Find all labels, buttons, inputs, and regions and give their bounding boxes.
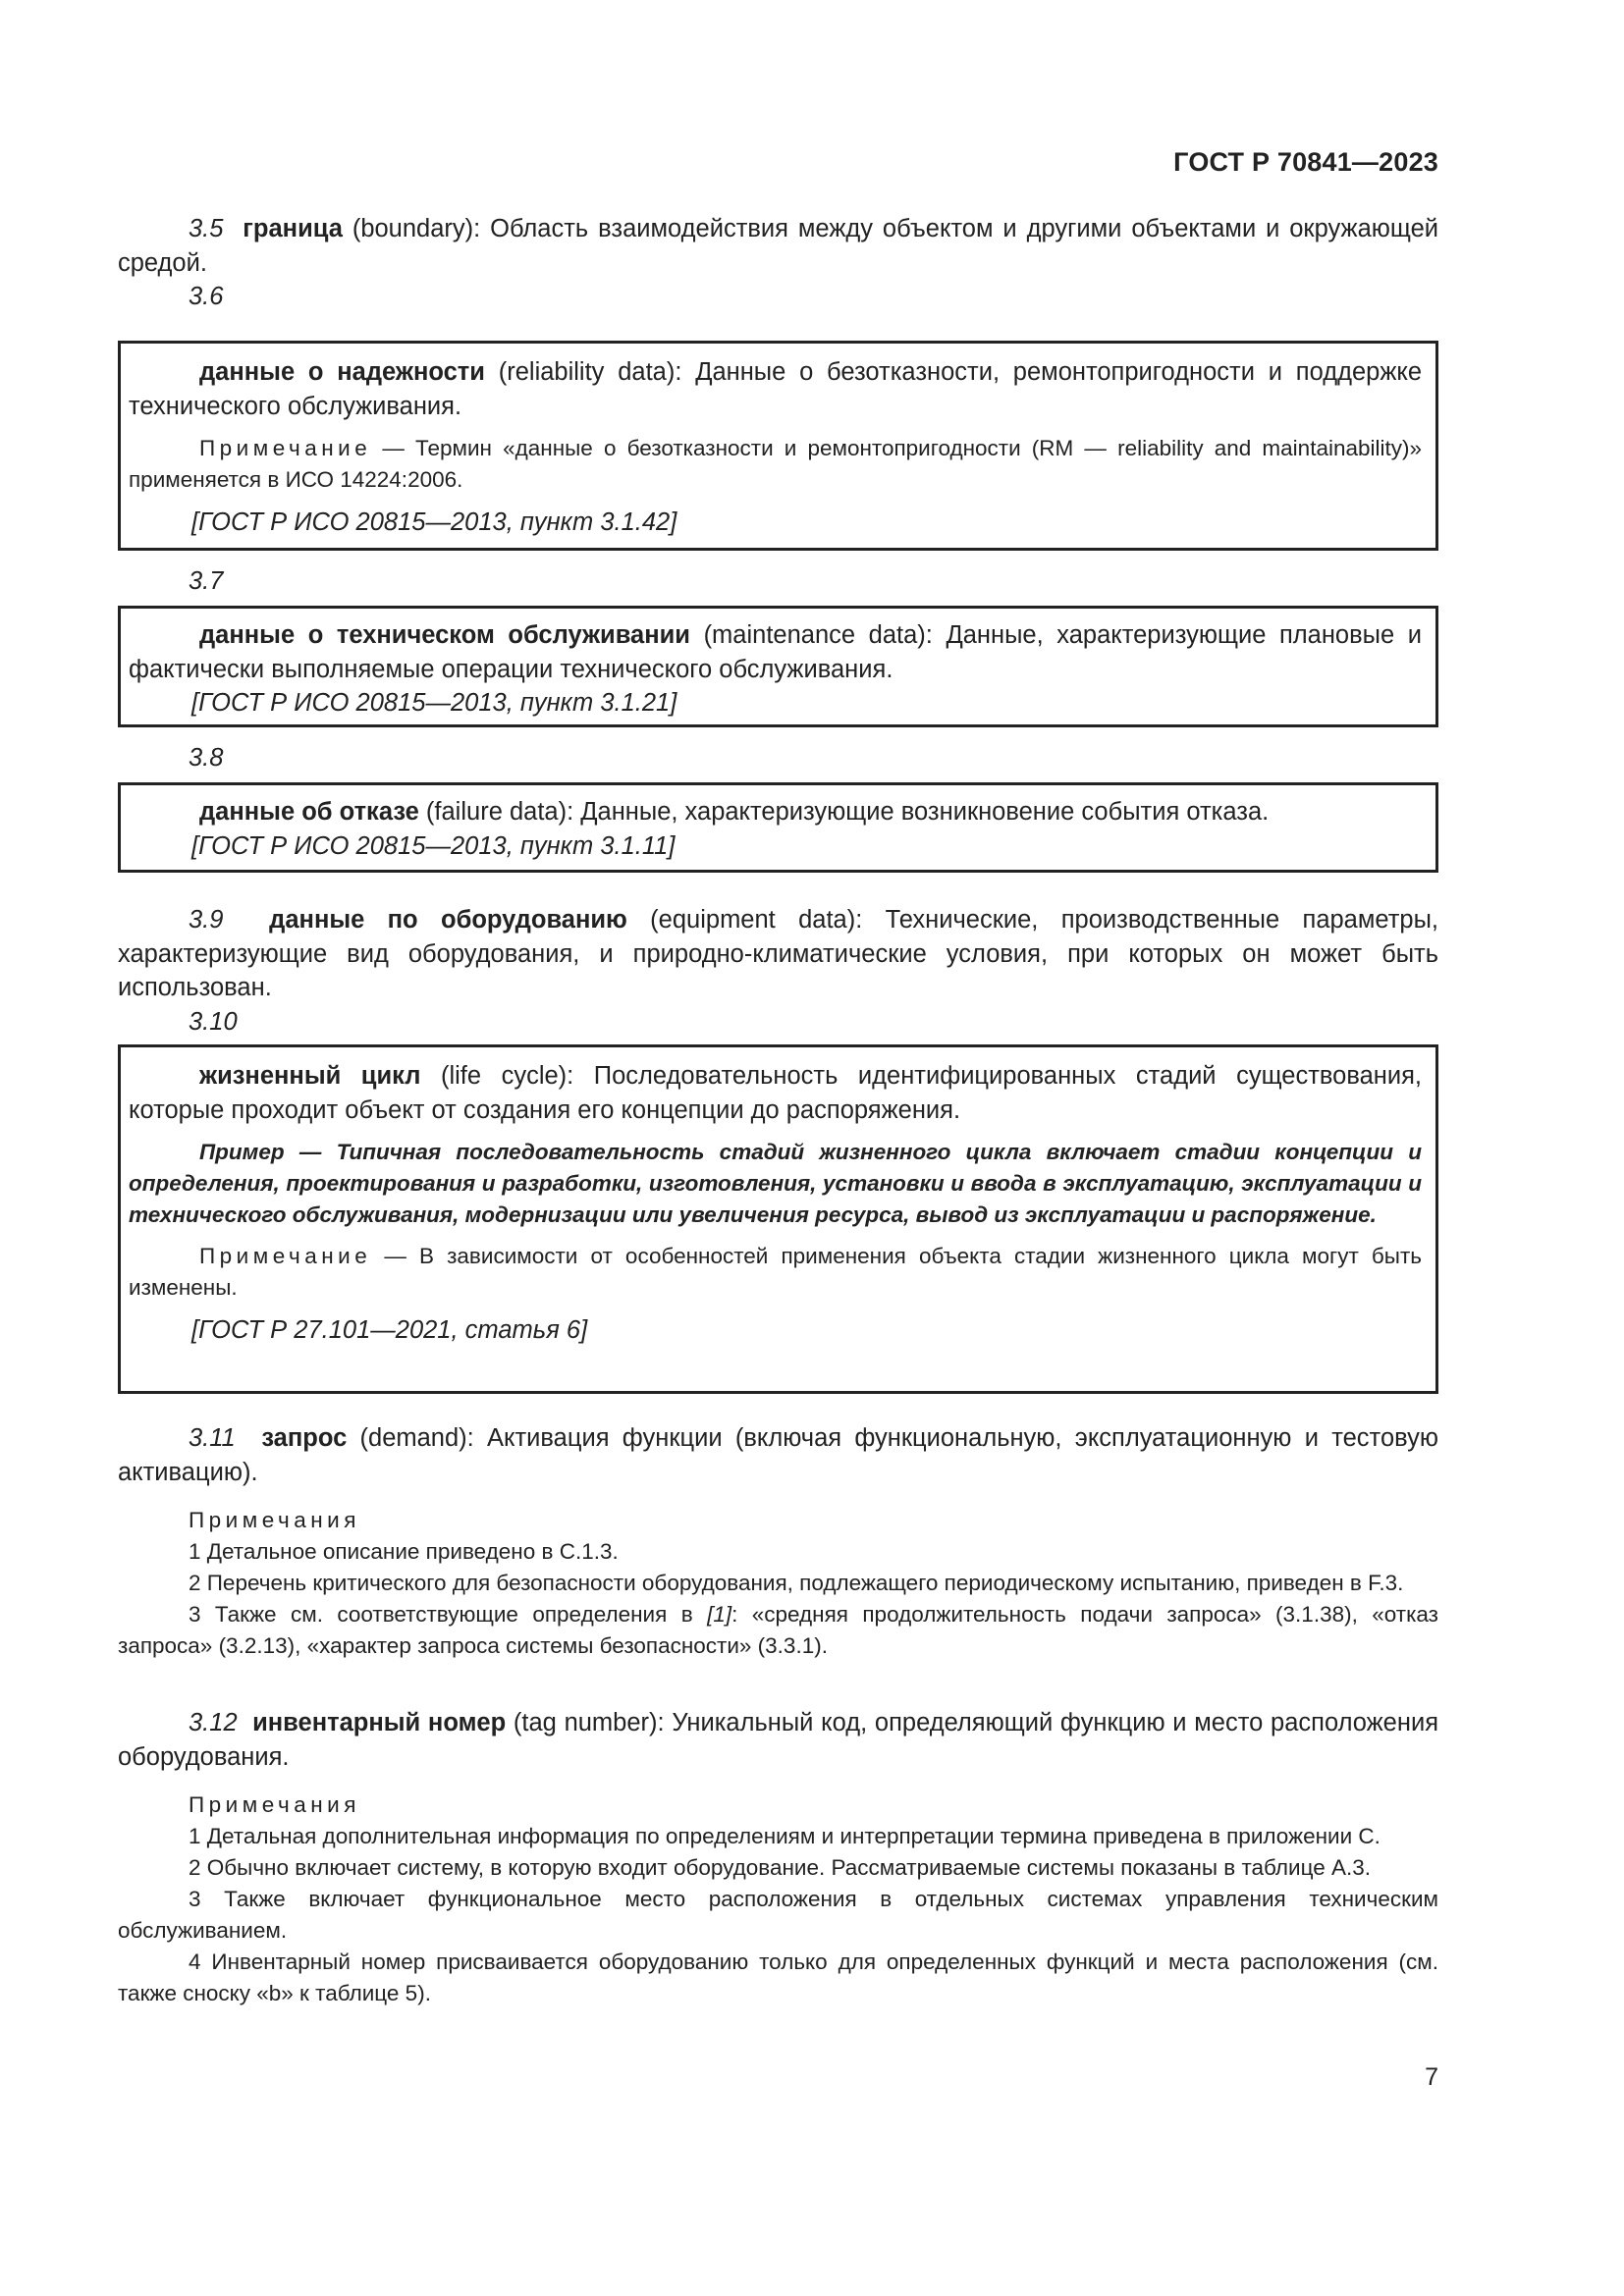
entry-term: данные о надежности — [199, 358, 485, 386]
entry-term: данные по оборудованию — [269, 906, 627, 934]
entry-number: 3.10 — [189, 1007, 238, 1036]
note-item: 3 Также включает функциональное место расположения в отдельных системах управления техническим обслуживанием. — [118, 1887, 1438, 1943]
entry-definition: (equipment data): Технические, производственные параметры, характеризующие вид оборудования, и природно-климатические условия, при которых он может быть использован. — [118, 906, 1439, 1001]
entry-term: инвентарный номер — [252, 1709, 507, 1736]
entry-source: [ГОСТ Р ИСО 20815—2013, пункт 3.1.21] — [191, 689, 677, 717]
entry-number: 3.11 — [189, 1424, 236, 1452]
entry-definition: (demand): Активация функции (включая функциональную, эксплуатационную и тестовую активацию). — [118, 1424, 1438, 1486]
note-item: 2 Обычно включает систему, в которую входит оборудование. Рассматриваемые системы показаны в таблице А.3. — [189, 1855, 1372, 1880]
term-box-3-7 — [118, 606, 1438, 727]
note-item: 2 Перечень критического для безопасности оборудования, подлежащего периодическому испытанию, приведен в F.3. — [189, 1571, 1404, 1595]
reference-link: [1] — [707, 1602, 732, 1627]
entry-number: 3.7 — [189, 567, 224, 595]
term-entry-3-9 — [118, 903, 1438, 1039]
entry-definition: (reliability data): Данные о безотказности, ремонтопригодности и поддержке технического обслуживания. — [129, 358, 1422, 420]
note-item: 1 Детальная дополнительная информация по определениям и интерпретации термина приведена в приложении С. — [189, 1824, 1380, 1848]
entry-number: 3.9 — [189, 906, 224, 934]
entry-note: Примечание — В зависимости от особенностей применения объекта стадии жизненного цикла могут быть изменены. — [129, 1244, 1422, 1300]
term-box-3-10 — [118, 1044, 1438, 1394]
entry-source: [ГОСТ Р ИСО 20815—2013, пункт 3.1.42] — [191, 508, 677, 536]
entry-number: 3.6 — [189, 283, 224, 310]
entry-example: Пример — Типичная последовательность стадий жизненного цикла включает стадии концепции и определения, проектирования и разработки, изготовления, установки и ввода в эксплуатацию, эксплуатации и технического обслуживания, модернизации или увеличения ресурса, вывод из эксплуатации и распоряжение. — [129, 1140, 1422, 1227]
entry-source: [ГОСТ Р ИСО 20815—2013, пункт 3.1.11] — [191, 831, 676, 860]
term-box-3-8 — [118, 782, 1438, 873]
document-header: ГОСТ Р 70841—2023 — [1173, 147, 1438, 177]
page-number: 7 — [1425, 2063, 1438, 2091]
notes-label: Примечания — [189, 1792, 360, 1817]
entry-term: данные о техническом обслуживании — [199, 621, 690, 649]
entry-definition: (tag number): Уникальный код, определяющий функцию и место расположения оборудования. — [118, 1709, 1439, 1771]
term-box-3-6 — [118, 341, 1438, 551]
term-entry-3-12 — [118, 1706, 1438, 2009]
entry-number: 3.8 — [189, 744, 224, 772]
entry-definition: (boundary): Область взаимодействия между объектом и другими объектами и окружающей средой. — [118, 215, 1438, 277]
entry-term: данные об отказе — [199, 798, 419, 826]
term-entry-3-5 — [118, 212, 1438, 314]
note-item: 1 Детальное описание приведено в С.1.3. — [189, 1539, 619, 1564]
entry-note: Примечание — Термин «данные о безотказности и ремонтопригодности (RM — reliability and maintainability)» применяется в ИСО 14224:2006. — [129, 436, 1422, 492]
entry-term: жизненный цикл — [199, 1062, 421, 1090]
notes-label: Примечания — [189, 1508, 360, 1532]
entry-source: [ГОСТ Р 27.101—2021, статья 6] — [191, 1316, 588, 1344]
entry-definition: (maintenance data): Данные, характеризующие плановые и фактически выполняемые операции технического обслуживания. — [129, 621, 1422, 683]
entry-term: граница — [243, 215, 343, 242]
note-item: 4 Инвентарный номер присваивается оборудованию только для определенных функций и места расположения (см. также сноску «b» к таблице 5). — [118, 1949, 1438, 2005]
entry-term: запрос — [261, 1424, 348, 1452]
entry-definition: (life cycle): Последовательность идентифицированных стадий существования, которые проходит объект от создания его концепции до распоряжения. — [129, 1062, 1422, 1124]
entry-number: 3.5 — [189, 215, 224, 242]
entry-definition: (failure data): Данные, характеризующие возникновение события отказа. — [418, 798, 1270, 826]
term-entry-3-11 — [118, 1421, 1438, 1662]
note-item: 3 Также см. соответствующие определения в [1]: «средняя продолжительность подачи запроса» (3.1.38), «отказ запроса» (3.2.13), «характер запроса системы безопасности» (3.3.1). — [118, 1602, 1438, 1658]
entry-number: 3.12 — [189, 1709, 238, 1736]
